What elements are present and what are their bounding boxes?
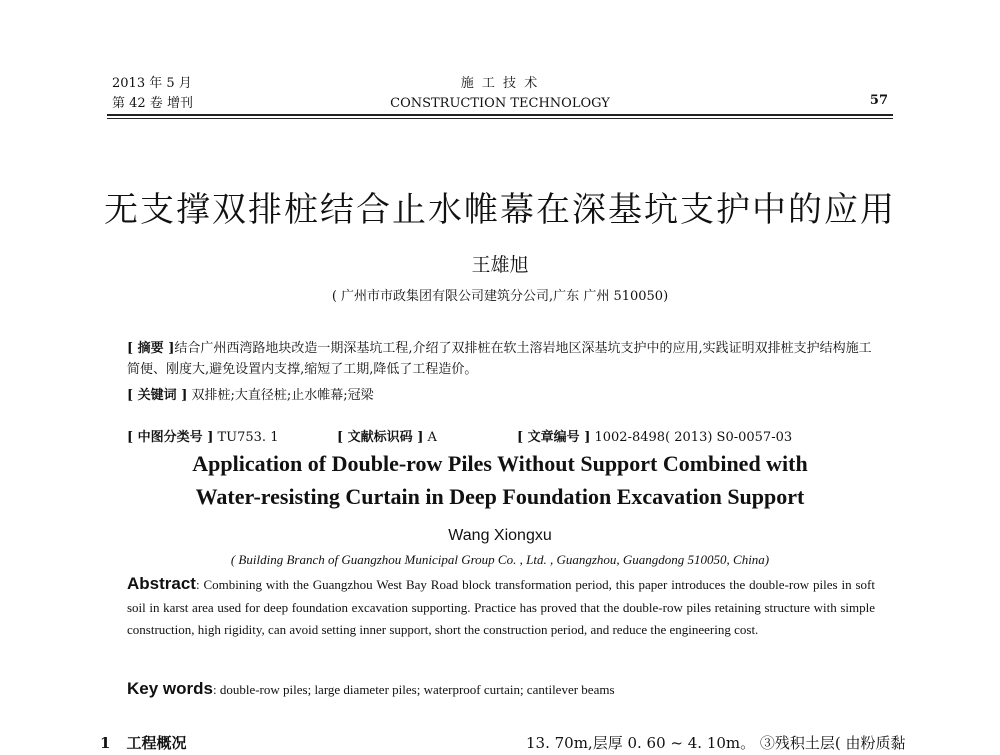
journal-title-cn: 施 工 技 术 (460, 76, 540, 91)
body-text-right-column: 13. 70m,层厚 0. 60 ~ 4. 10m。 ③残积土层( 由粉质黏 (526, 734, 906, 752)
section-number: 1 (100, 734, 111, 752)
doc-code-value: A (423, 430, 437, 445)
keywords-cn-label: [ 关键词 ] (127, 388, 188, 403)
abstract-cn-label: [ 摘要 ] (127, 341, 175, 356)
paper-title-cn: 无支撑双排桩结合止水帷幕在深基坑支护中的应用 (104, 190, 896, 230)
keywords-en-text: : double-row piles; large diameter piles; waterproof curtain; cantilever beams (212, 682, 615, 697)
abstract-en-text: : Combining with the Guangzhou West Bay Road block transformation period, this paper introduces the double-row piles in soft soil in karst area used for deep foundation excavation supporting. Practice has proved that the double-row piles retaining structure with simple construction, high rigidity, can avoid setting inner support, short the construction period, and reduce the engineering cost. (127, 577, 875, 637)
abstract-cn-text: 结合广州西湾路地块改造一期深基坑工程,介绍了双排桩在软土溶岩地区深基坑支护中的应用,实践证明双排桩支护结构施工简便、刚度大,避免设置内支撑,缩短了工期,降低了工程造价。 (127, 341, 872, 377)
author-cn: 王雄旭 (471, 254, 529, 276)
abstract-cn (127, 338, 877, 380)
section-heading (100, 732, 186, 753)
section-title: 工程概况 (126, 734, 187, 752)
page-number: 57 (869, 93, 888, 108)
issue-date: 2013 年 5 月 (112, 76, 192, 91)
clc-label: [ 中图分类号 ] (127, 430, 214, 445)
clc-value: TU753. 1 (213, 430, 279, 445)
affiliation-cn: ( 广州市市政集团有限公司建筑分公司,广东 广州 510050) (331, 289, 669, 304)
keywords-en (127, 679, 615, 699)
header-rule-thick (107, 114, 893, 116)
author-en: Wang Xiongxu (448, 527, 552, 544)
keywords-en-label: Key words (127, 679, 213, 698)
keywords-cn (127, 385, 877, 406)
paper-title-en-line1: Application of Double-row Piles Without Support Combined with (192, 451, 808, 476)
classification-row (127, 426, 887, 445)
affiliation-en: ( Building Branch of Guangzhou Municipal Group Co. , Ltd. , Guangzhou, Guangdong 510050, China) (230, 552, 770, 567)
journal-title-en: CONSTRUCTION TECHNOLOGY (390, 96, 610, 111)
paper-title-en-line2: Water-resisting Curtain in Deep Foundation Excavation Support (195, 484, 805, 509)
keywords-cn-text: 双排桩;大直径桩;止水帷幕;冠梁 (187, 388, 374, 403)
doc-code-label: [ 文献标识码 ] (337, 430, 424, 445)
volume-info: 第 42 卷 增刊 (112, 96, 193, 111)
header-rule-thin (107, 118, 893, 119)
article-id-value: 1002-8498( 2013) S0-0057-03 (590, 430, 793, 445)
article-id-label: [ 文章编号 ] (517, 430, 591, 445)
abstract-en (127, 573, 875, 642)
abstract-en-label: Abstract (127, 574, 196, 593)
